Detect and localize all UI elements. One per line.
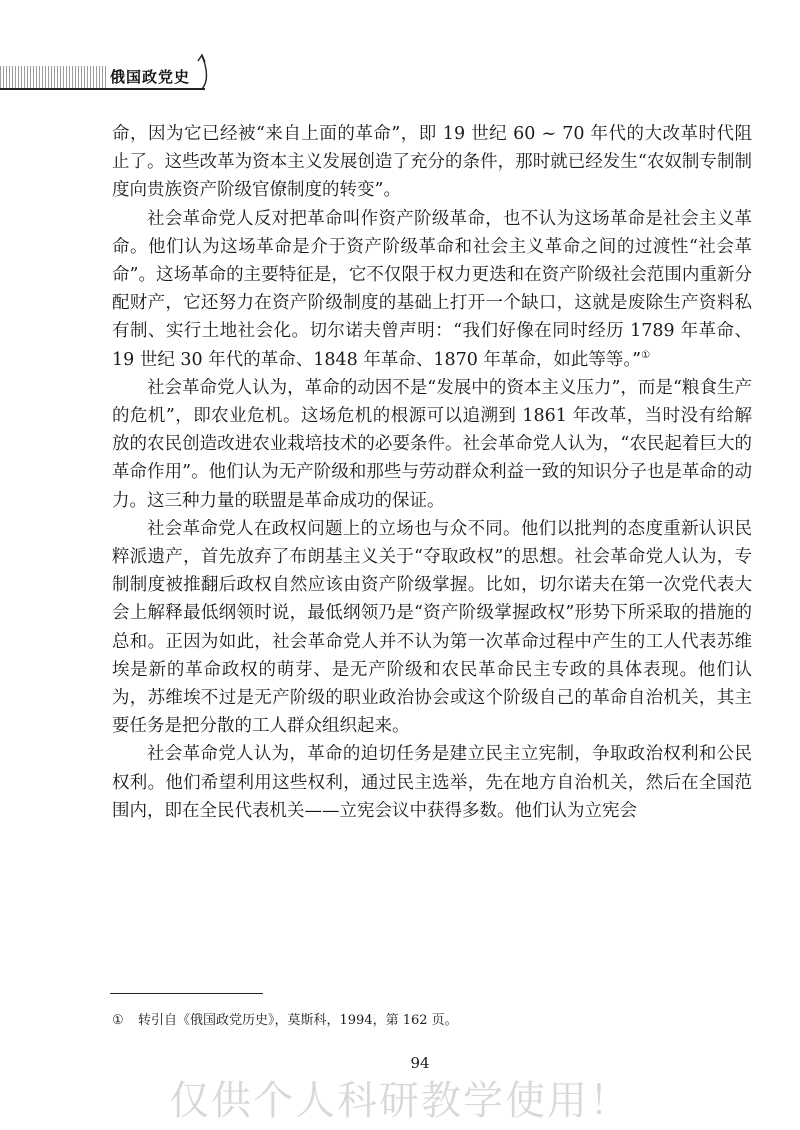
paragraph: 社会革命党人在政权问题上的立场也与众不同。他们以批判的态度重新认识民粹派遗产，首先放弃了布朗基主义关于“夺取政权”的思想。社会革命党人认为，专制制度被推翻后政权自然应该由资产阶级掌握。比如，切尔诺夫在第一次党代表大会上解释最低纲领时说，最低纲领乃是“资产阶级掌握政权”形势下所采取的措施的总和。正因为如此，社会革命党人并不认为第一次革命过程中产生的工人代表苏维埃是新的革命政权的萌芽、是无产阶级和农民革命民主专政的具体表现。他们认为，苏维埃不过是无产阶级的职业政治协会或这个阶级自己的革命自治机关，其主要任务是把分散的工人群众组织起来。 — [112, 518, 752, 737]
paragraph: 社会革命党人反对把革命叫作资产阶级革命，也不认为这场革命是社会主义革命。他们认为这场革命是介于资产阶级革命和社会主义革命之间的过渡性“社会革命”。这场革命的主要特征是，它不仅限于权力更迭和在资产阶级社会范围内重新分配财产，它还努力在资产阶级制度的基础上打开一个缺口，这就是废除生产资料私有制、实行土地社会化。切尔诺夫曾声明：“我们好像在同时经历 1789 年革命、19 世纪 30 年代的革命、1848 年革命、1870 年革命，如此等等。”① — [112, 208, 752, 370]
header-stripe-band — [0, 66, 108, 88]
footnote-separator — [110, 993, 263, 994]
running-header-title: 俄国政党史 — [110, 68, 191, 86]
footnote-marker: ① — [112, 1013, 124, 1028]
footnote — [112, 1012, 458, 1030]
footnote-reference[interactable]: ① — [641, 349, 651, 361]
header-rule — [0, 88, 205, 90]
watermark: 仅供个人科研教学使用！ — [169, 1078, 631, 1124]
running-header — [0, 58, 800, 98]
paragraph-continued: 命，因为它已经被“来自上面的革命”，即 19 世纪 60 ~ 70 年代的大改革时代阻止了。这些改革为资本主义发展创造了充分的条件，那时就已经发生“农奴制专制制度向贵族资产阶级官僚制度的转变”。 — [112, 124, 752, 201]
page-number: 94 — [410, 1054, 430, 1072]
footnote-text: 转引自《俄国政党历史》，莫斯科，1994，第 162 页。 — [138, 1013, 458, 1028]
body-text — [112, 120, 752, 825]
paragraph: 社会革命党人认为，革命的迫切任务是建立民主立宪制，争取政治权利和公民权利。他们希望利用这些权利，通过民主选举，先在地方自治机关，然后在全国范围内，即在全民代表机关——立宪会议中获得多数。他们认为立宪会 — [112, 744, 752, 821]
paragraph: 社会革命党人认为，革命的动因不是“发展中的资本主义压力”，而是“粮食生产的危机”，即农业危机。这场危机的根源可以追溯到 1861 年改革，当时没有给解放的农民创造改进农业栽培技术的必要条件。社会革命党人认为，“农民起着巨大的革命作用”。他们认为无产阶级和那些与劳动群众利益一致的知识分子也是革命的动力。这三种力量的联盟是革命成功的保证。 — [112, 377, 752, 511]
header-arrow-icon — [192, 52, 212, 90]
